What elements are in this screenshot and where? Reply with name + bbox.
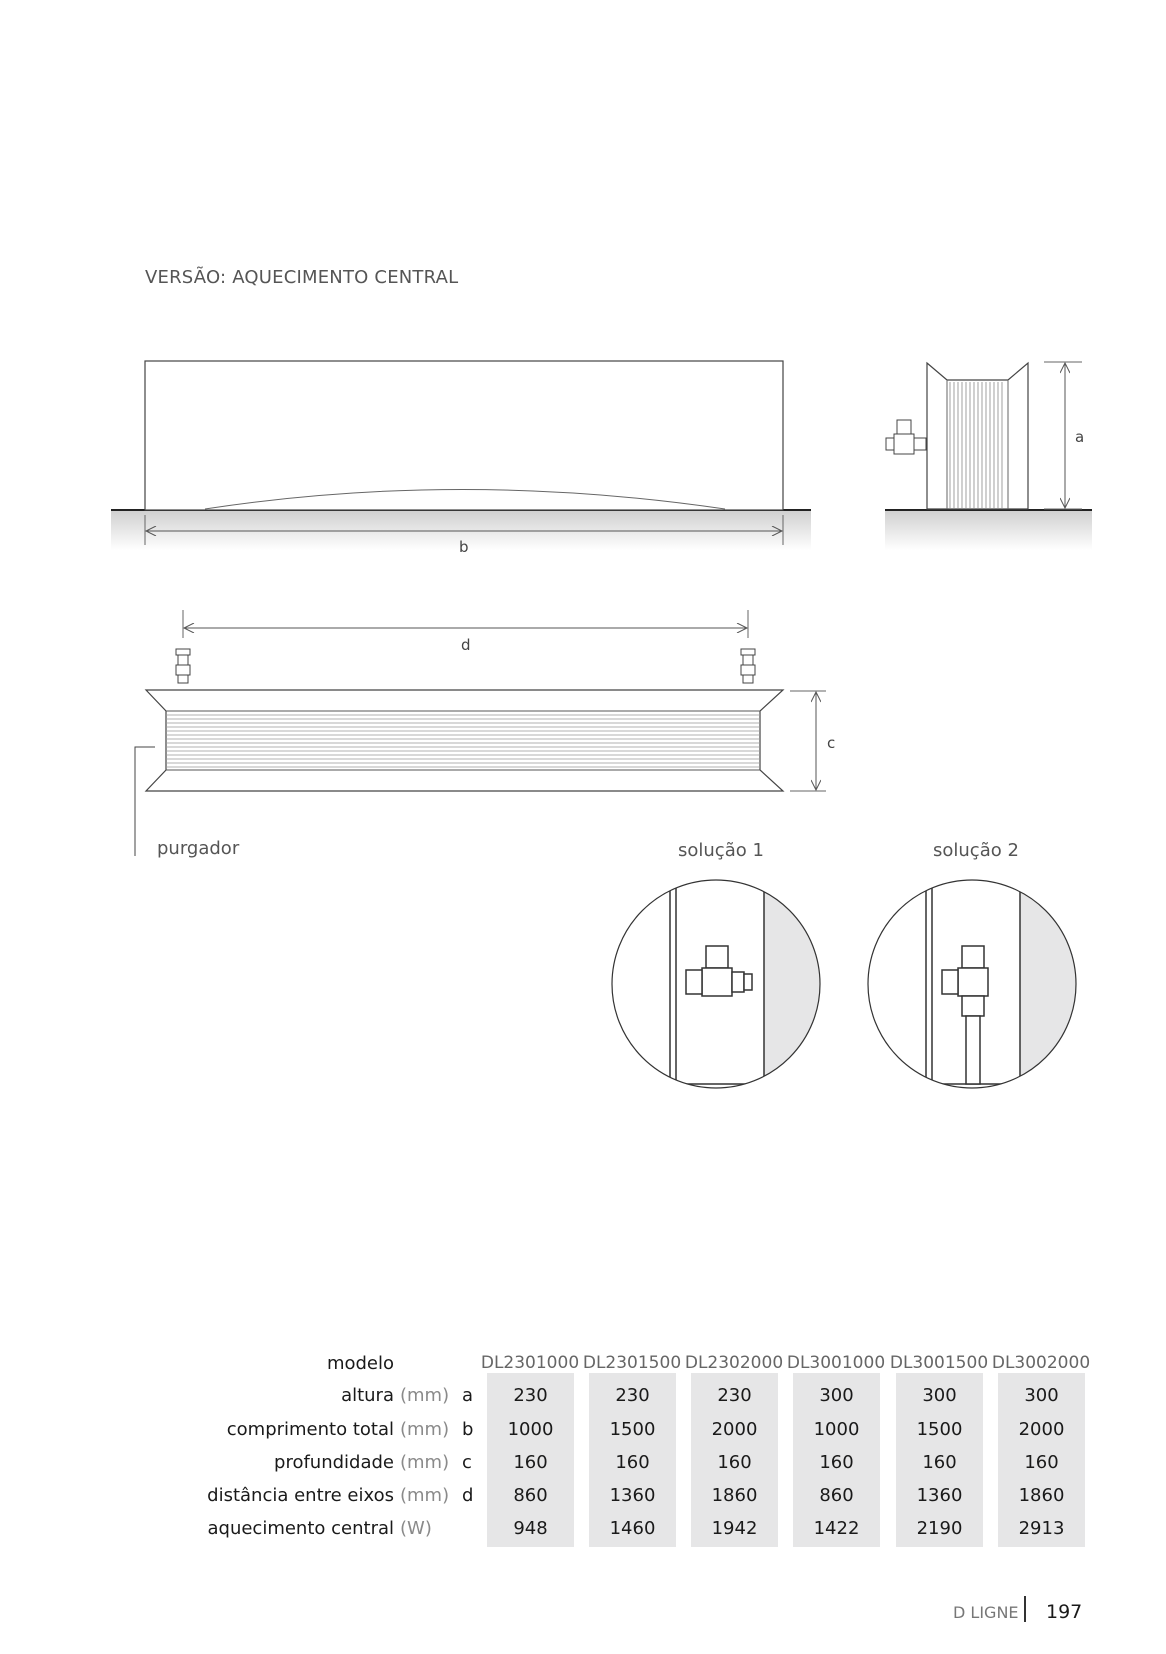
table-cell: 160 [615, 1452, 650, 1473]
solution-1-label: solução 1 [678, 840, 764, 861]
row-label: aquecimento central [207, 1518, 394, 1539]
table-cell: 300 [819, 1385, 854, 1406]
table-cell: 1942 [711, 1518, 758, 1539]
detail-solution-2 [868, 870, 1080, 1110]
row-letter: b [462, 1419, 474, 1440]
table-cell: 2190 [916, 1518, 963, 1539]
footer-brand: D LIGNE [953, 1603, 1019, 1622]
front-view-drawing [111, 361, 811, 550]
dim-label-d: d [461, 636, 471, 654]
table-cell: 300 [1024, 1385, 1059, 1406]
table-cell: 300 [922, 1385, 957, 1406]
table-header-cell: DL3002000 [991, 1353, 1091, 1373]
table-row [0, 1512, 1166, 1546]
row-label: altura [341, 1385, 394, 1406]
connector-icon [741, 649, 755, 683]
row-letter: a [462, 1385, 474, 1406]
table-header-cell: DL2301000 [480, 1353, 580, 1373]
table-cell: 1860 [1018, 1485, 1065, 1506]
row-letter: d [462, 1485, 474, 1506]
table-cell: 860 [819, 1485, 854, 1506]
table-cell: 1000 [507, 1419, 554, 1440]
table-cell: 1000 [813, 1419, 860, 1440]
table-row [0, 1413, 1166, 1447]
table-cell: 160 [819, 1452, 854, 1473]
row-unit: (mm) [400, 1452, 450, 1473]
row-letter: c [462, 1452, 472, 1473]
row-unit: (W) [400, 1518, 432, 1539]
table-cell: 1360 [609, 1485, 656, 1506]
page-number: 197 [1046, 1601, 1083, 1623]
connector-icon [176, 649, 190, 683]
table-cell: 1500 [916, 1419, 963, 1440]
detail-solution-1 [612, 870, 824, 1110]
table-header-cell: DL3001500 [889, 1353, 989, 1373]
row-label: distância entre eixos [207, 1485, 394, 1506]
table-row [0, 1446, 1166, 1480]
table-row [0, 1479, 1166, 1513]
table-cell: 948 [513, 1518, 548, 1539]
table-cell: 160 [513, 1452, 548, 1473]
table-header-cell: DL2302000 [684, 1353, 784, 1373]
row-unit: (mm) [400, 1485, 450, 1506]
row-unit: (mm) [400, 1419, 450, 1440]
table-cell: 2000 [1018, 1419, 1065, 1440]
table-cell: 230 [513, 1385, 548, 1406]
valve-icon [886, 420, 926, 454]
table-cell: 1500 [609, 1419, 656, 1440]
row-label: comprimento total [226, 1419, 394, 1440]
table-header-cell: DL3001000 [786, 1353, 886, 1373]
table-cell: 1860 [711, 1485, 758, 1506]
dim-label-a: a [1075, 428, 1085, 446]
table-cell: 160 [1024, 1452, 1059, 1473]
purgador-label: purgador [157, 838, 240, 859]
solution-2-label: solução 2 [933, 840, 1019, 861]
top-view-drawing [135, 610, 826, 856]
table-cell: 160 [717, 1452, 752, 1473]
section-heading: VERSÃO: AQUECIMENTO CENTRAL [145, 267, 459, 288]
table-header-label: modelo [326, 1353, 394, 1374]
table-header-cell: DL2301500 [582, 1353, 682, 1373]
table-cell: 1460 [609, 1518, 656, 1539]
table-cell: 860 [513, 1485, 548, 1506]
footer-divider [1024, 1596, 1026, 1622]
table-cell: 160 [922, 1452, 957, 1473]
row-label: profundidade [274, 1452, 394, 1473]
table-cell: 230 [615, 1385, 650, 1406]
dim-label-b: b [459, 538, 469, 556]
row-unit: (mm) [400, 1385, 450, 1406]
table-cell: 2913 [1018, 1518, 1065, 1539]
table-cell: 2000 [711, 1419, 758, 1440]
table-cell: 230 [717, 1385, 752, 1406]
side-view-drawing [885, 362, 1092, 550]
table-row [0, 1379, 1166, 1413]
table-cell: 1422 [813, 1518, 860, 1539]
dim-label-c: c [827, 734, 836, 752]
table-cell: 1360 [916, 1485, 963, 1506]
